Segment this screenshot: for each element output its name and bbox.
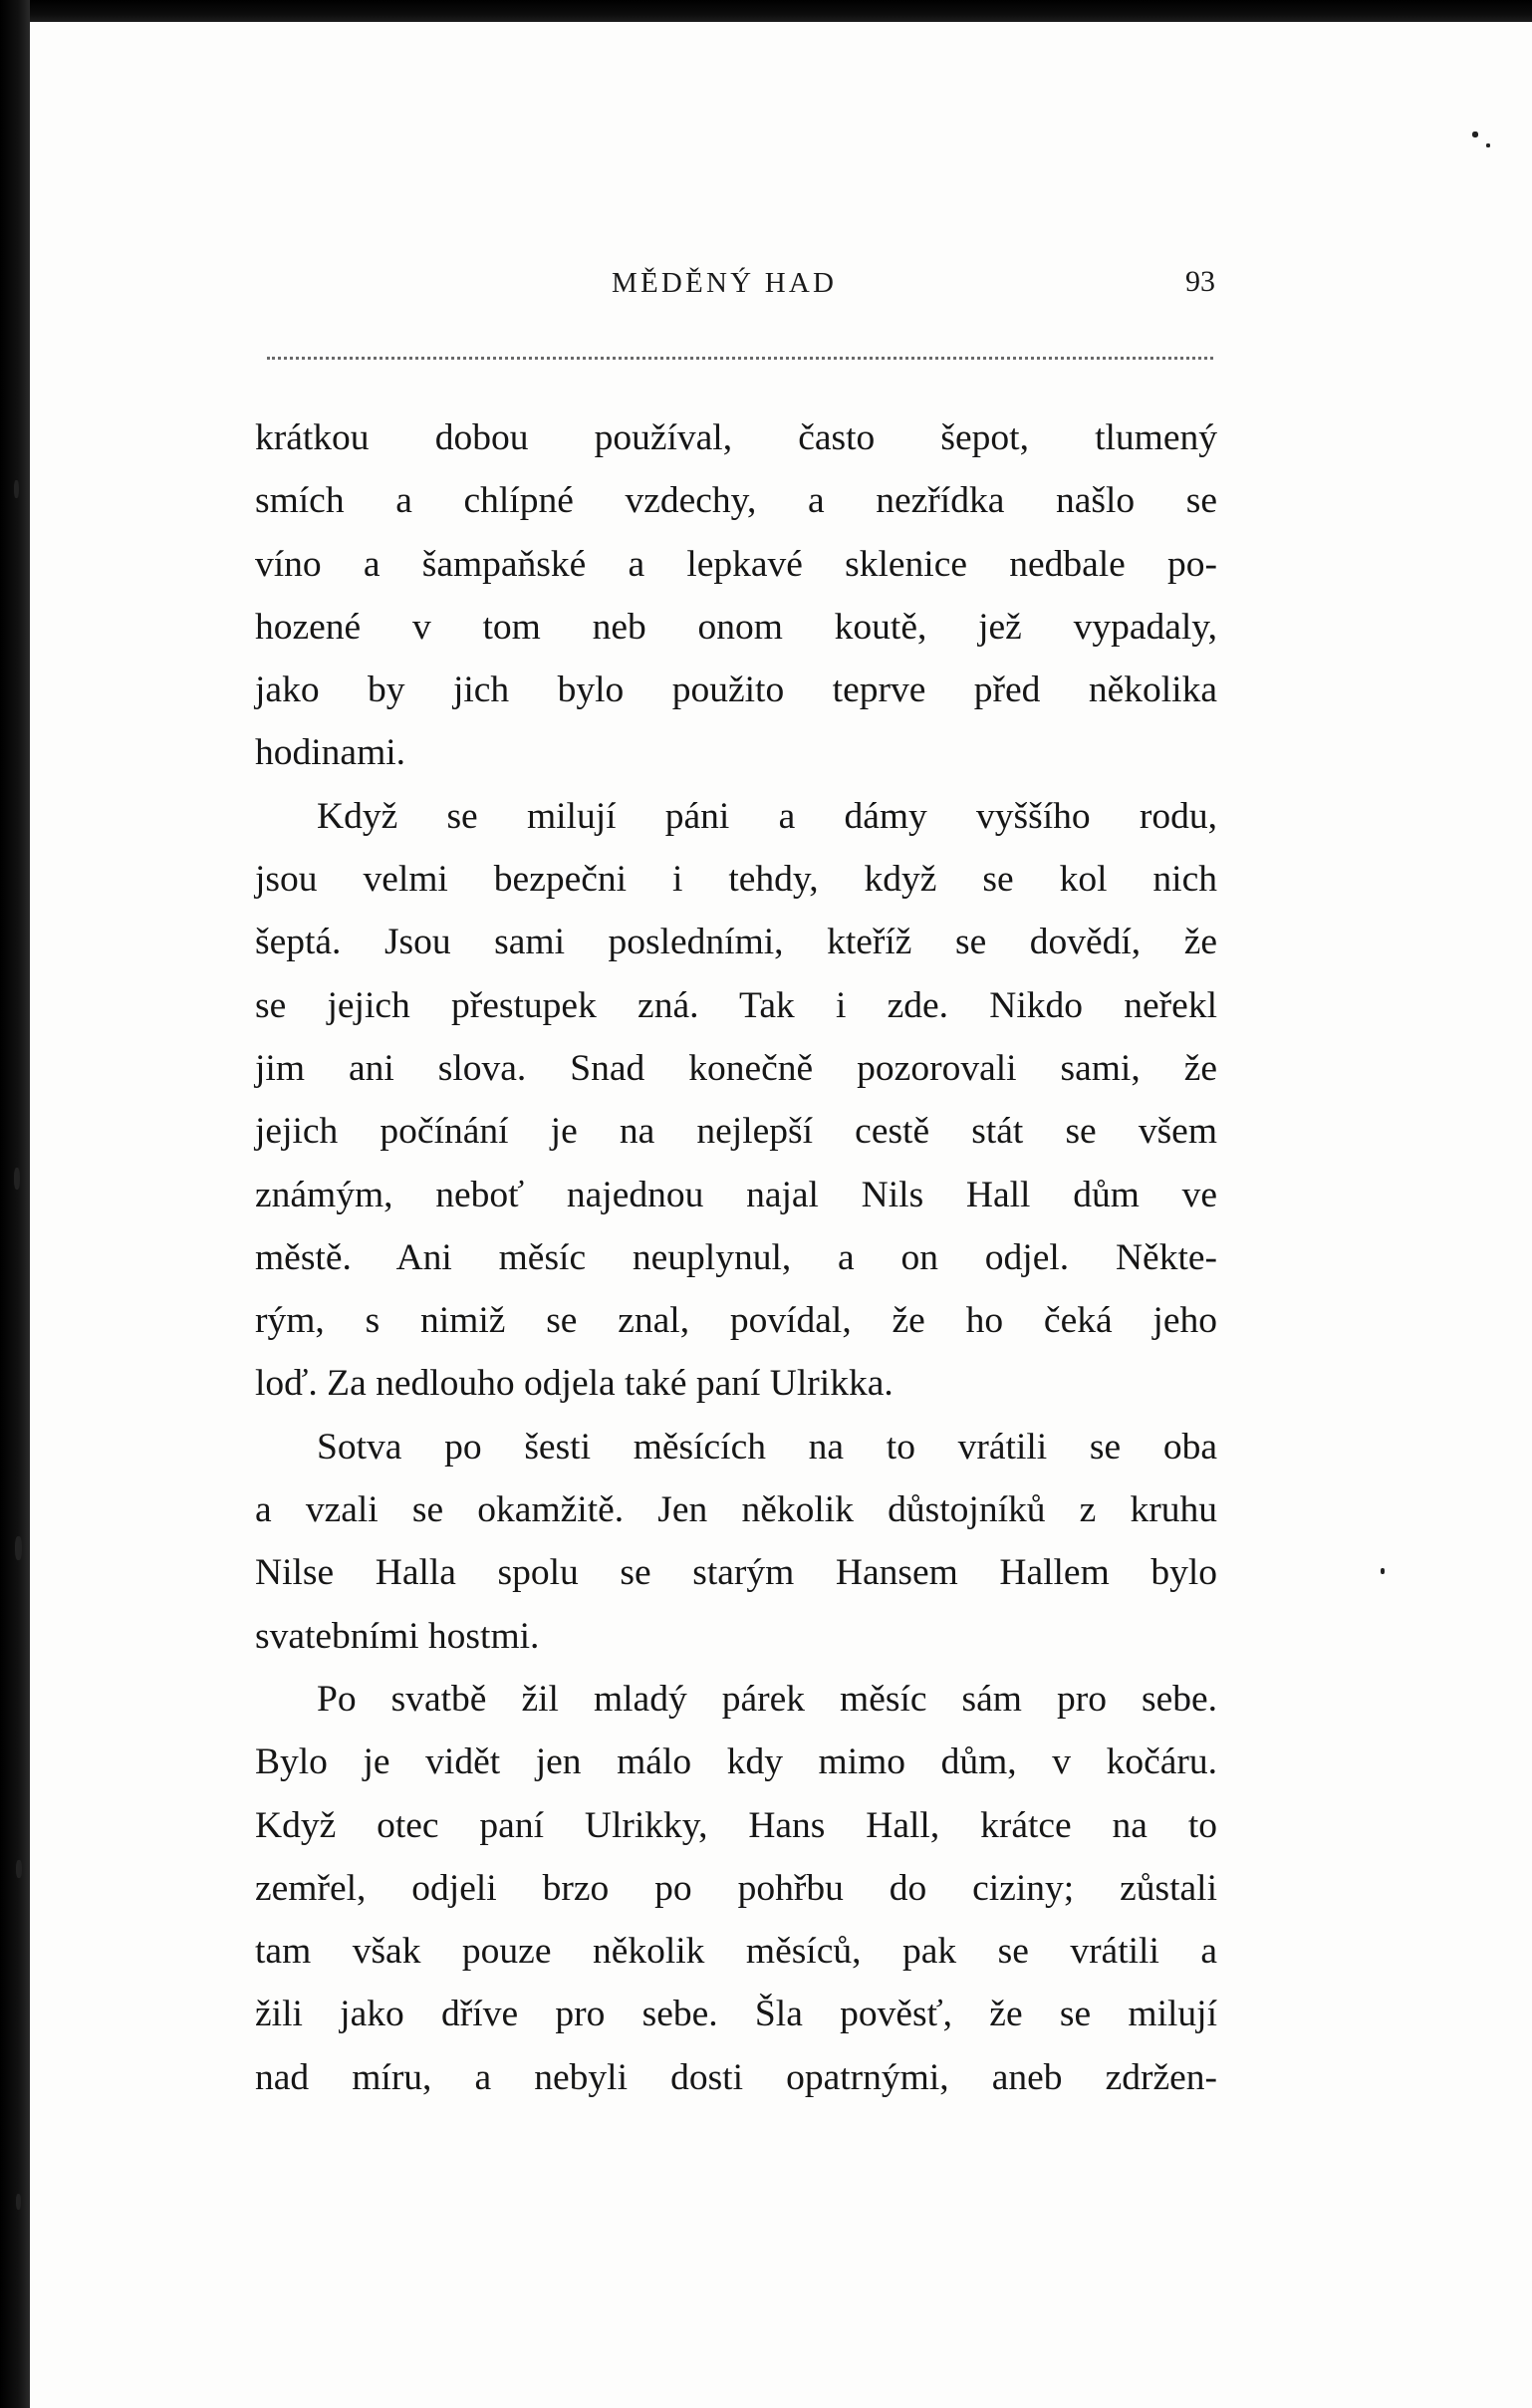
text-line: krátkou dobou používal, často šepot, tlumený [255, 417, 1217, 458]
scan-speck [1472, 132, 1478, 137]
text-line: loď. Za nedlouho odjela také paní Ulrikka. [255, 1363, 894, 1405]
scan-speck [16, 1860, 22, 1878]
text-line: zemřel, odjeli brzo po pohřbu do ciziny; zůstali [255, 1867, 1217, 1909]
text-line: hozené v tom neb onom koutě, jež vypadaly, [255, 606, 1217, 648]
scan-speck [14, 1168, 20, 1190]
scan-speck [16, 2194, 21, 2210]
text-line: Když otec paní Ulrikky, Hans Hall, krátce na to [255, 1804, 1217, 1846]
text-line: Po svatbě žil mladý párek měsíc sám pro sebe. [317, 1678, 1217, 1720]
text-line: svatebními hostmi. [255, 1615, 540, 1657]
scan-speck [1486, 143, 1490, 147]
page-number: 93 [1185, 265, 1215, 298]
text-line: jim ani slova. Snad konečně pozorovali sami, že [255, 1047, 1217, 1089]
text-line: hodinami. [255, 732, 406, 774]
text-line: nad míru, a nebyli dosti opatrnými, aneb zdržen- [255, 2056, 1217, 2098]
text-line: Když se milují páni a dámy vyššího rodu, [317, 795, 1217, 837]
running-title: MĚDĚNÝ HAD [612, 267, 838, 299]
text-line: tam však pouze několik měsíců, pak se vrátili a [255, 1931, 1217, 1973]
text-line: Nilse Halla spolu se starým Hansem Hallem bylo [255, 1552, 1217, 1594]
text-line: se jejich přestupek zná. Tak i zde. Nikdo neřekl [255, 984, 1217, 1026]
scan-speck [14, 480, 19, 498]
text-line: a vzali se okamžitě. Jen několik důstojníků z kruhu [255, 1489, 1217, 1531]
text-line: jako by jich bylo použito teprve před několika [255, 669, 1217, 711]
scan-binding-edge [0, 0, 30, 2408]
text-line: Sotva po šesti měsících na to vrátili se oba [317, 1426, 1217, 1468]
text-line: žili jako dříve pro sebe. Šla pověsť, že se milují [255, 1994, 1217, 2035]
text-line: rým, s nimiž se znal, povídal, že ho čeká jeho [255, 1300, 1217, 1342]
running-header [0, 267, 1532, 307]
text-line: jejich počínání je na nejlepší cestě stát se všem [255, 1111, 1217, 1153]
text-line: víno a šampaňské a lepkavé sklenice nedbale po- [255, 543, 1217, 585]
text-line: smích a chlípné vzdechy, a nezřídka našlo se [255, 480, 1217, 522]
text-line: městě. Ani měsíc neuplynul, a on odjel. Někte- [255, 1236, 1217, 1278]
scan-top-edge [0, 0, 1532, 22]
text-line: Bylo je vidět jen málo kdy mimo dům, v kočáru. [255, 1741, 1217, 1783]
body-text [255, 406, 1217, 2109]
text-line: známým, neboť najednou najal Nils Hall dům ve [255, 1174, 1217, 1215]
scan-speck [1381, 1568, 1385, 1574]
scan-speck [15, 1536, 22, 1560]
header-dotted-rule [267, 357, 1213, 360]
text-line: jsou velmi bezpečni i tehdy, když se kol nich [255, 859, 1217, 901]
text-line: šeptá. Jsou sami posledními, kteříž se dovědí, že [255, 922, 1217, 963]
